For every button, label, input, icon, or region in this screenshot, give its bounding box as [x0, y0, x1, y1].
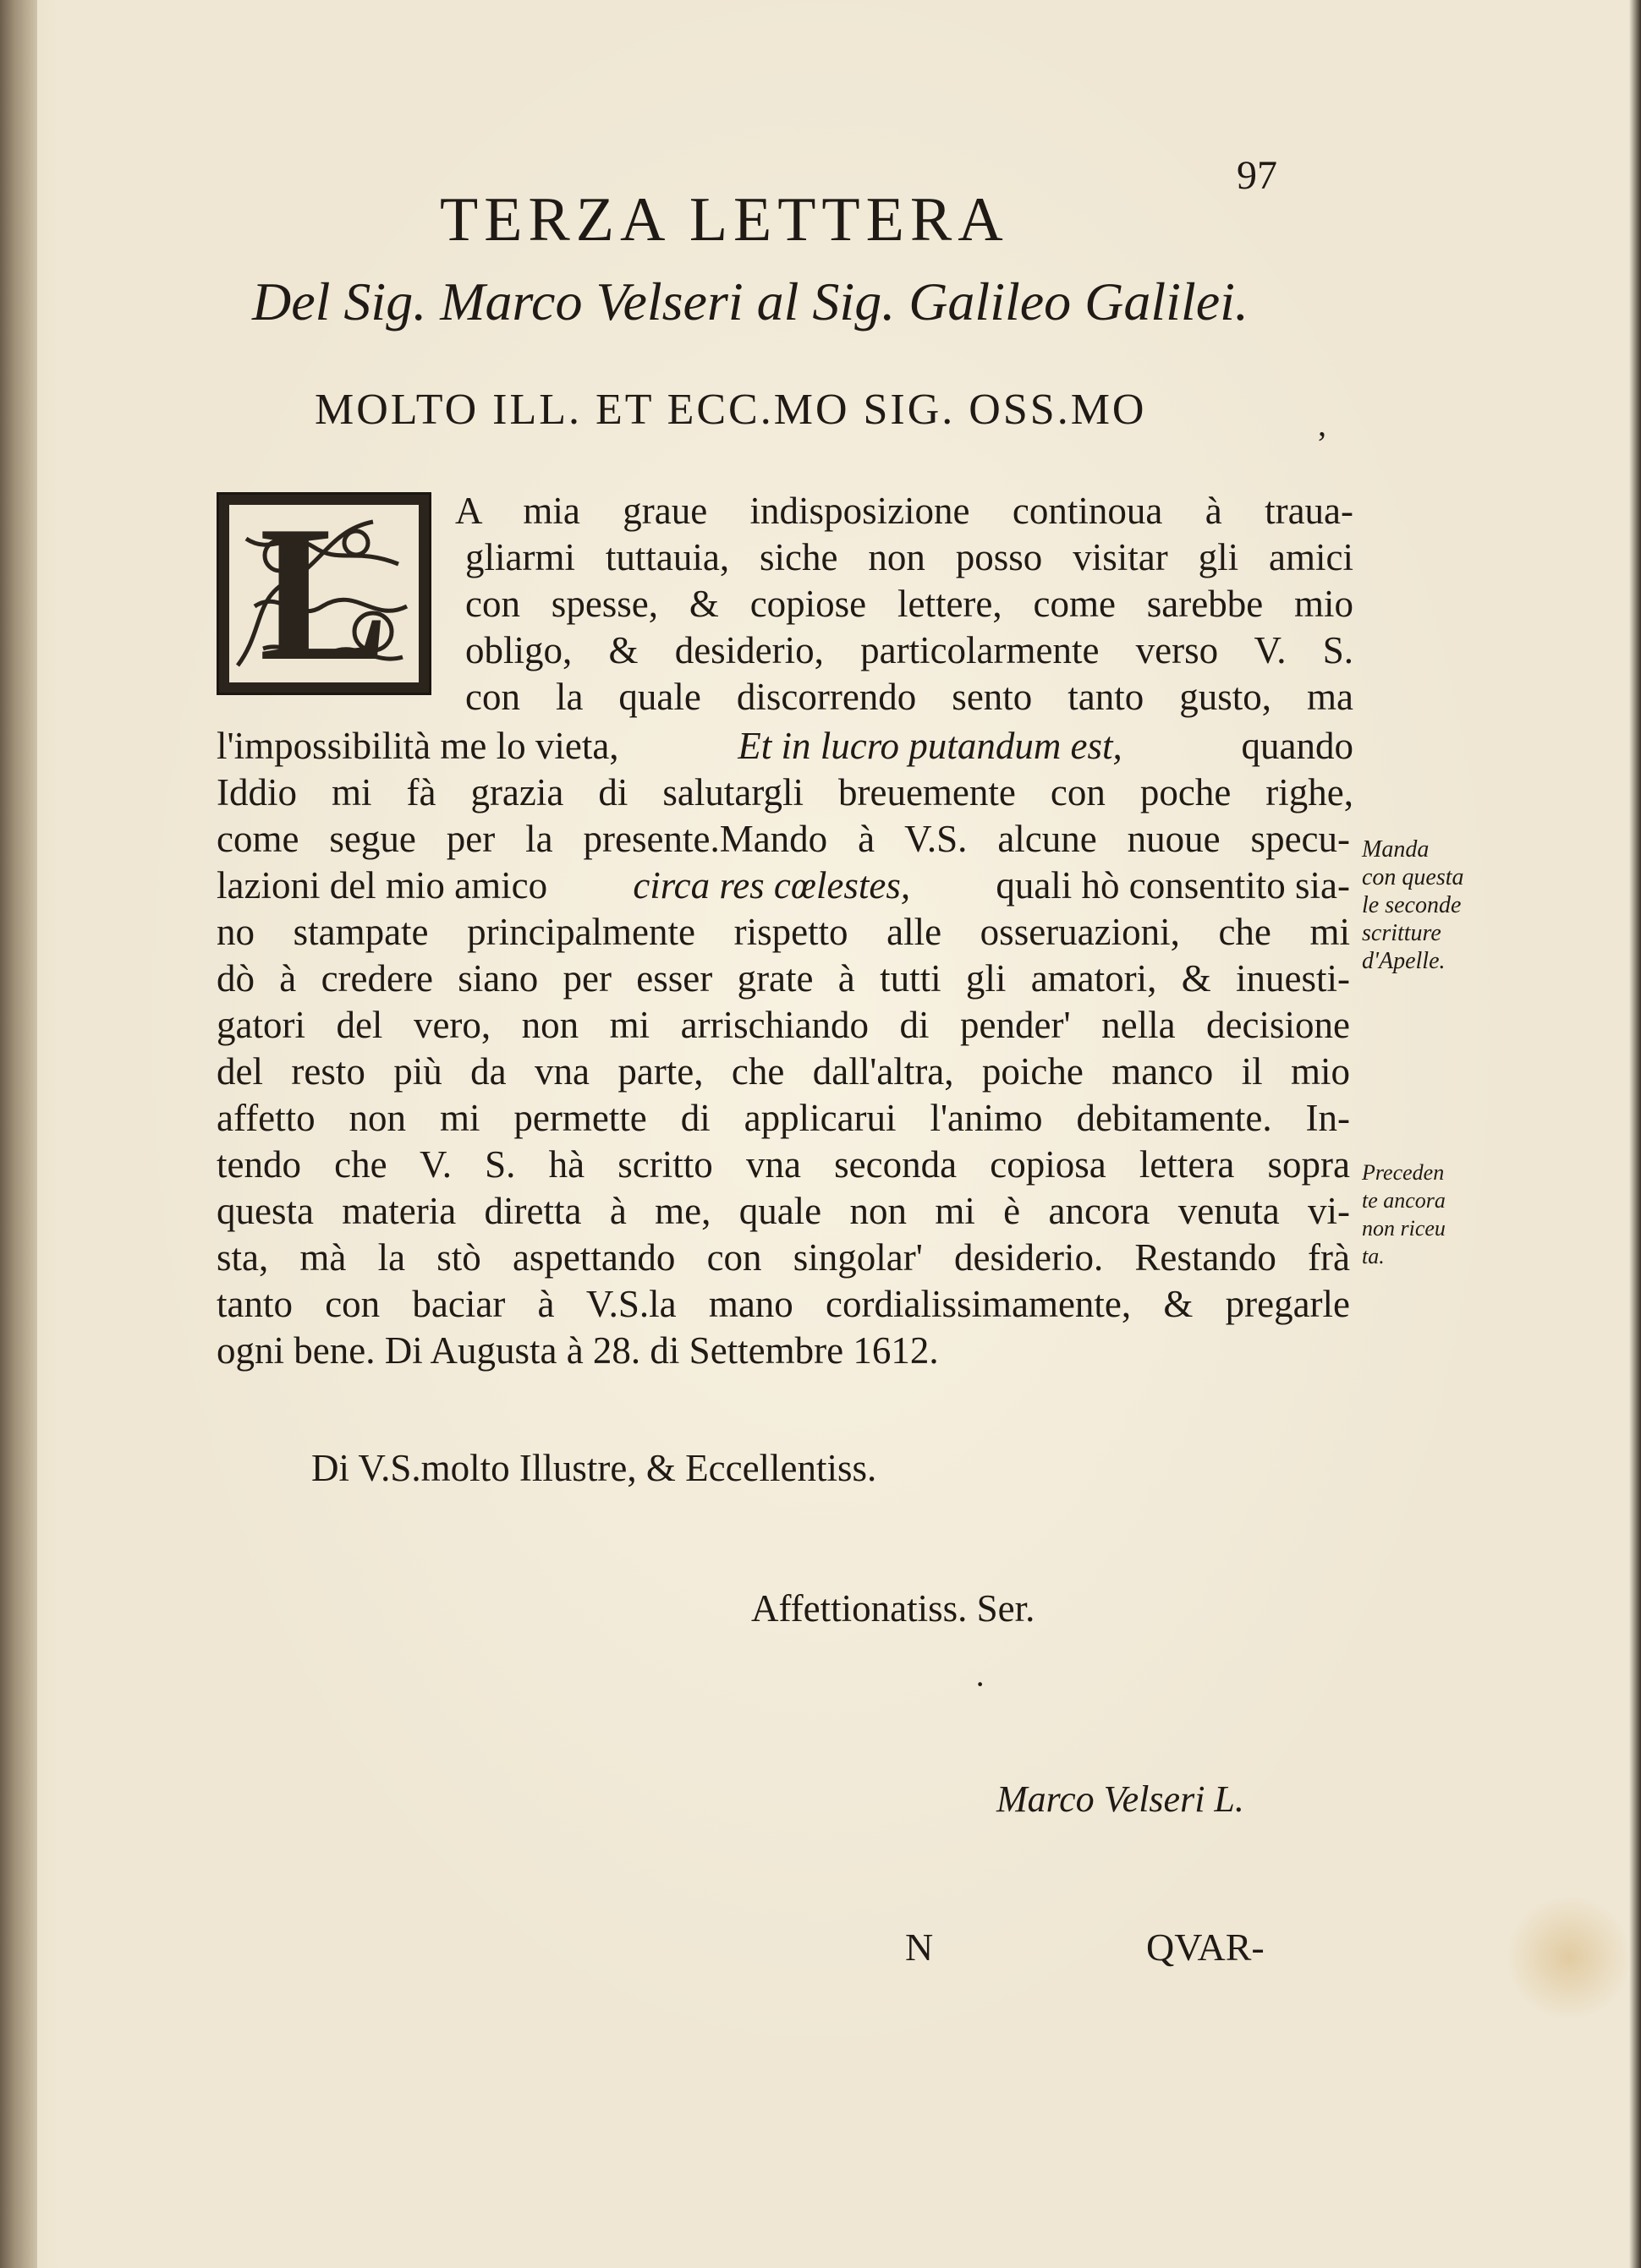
body-line-9c: quali hò consentito sia- [996, 864, 1350, 907]
margin-note-line: te ancora [1362, 1188, 1446, 1213]
stray-mark: , [1318, 405, 1326, 443]
margin-note-line: scritture [1362, 920, 1441, 946]
salutation: MOLTO ILL. ET ECC.MO SIG. OSS.MO [315, 386, 1147, 434]
margin-note-line: ta. [1362, 1244, 1385, 1268]
catchword: QVAR- [1146, 1926, 1265, 1969]
body-line-6-latin: Et in lucro putandum est, [738, 725, 1122, 767]
margin-note-line: d'Apelle. [1362, 948, 1446, 974]
body-line-1: A mia graue indisposizione continoua à traua- [455, 490, 1353, 532]
body-line-5: con la quale discorrendo sento tanto gusto, ma [465, 676, 1353, 718]
margin-note-manda [1362, 835, 1506, 975]
margin-note-preceden [1362, 1159, 1506, 1270]
body-line-12: gatori del vero, non mi arrischiando di pender' nella decisione [217, 1004, 1350, 1046]
body-line-9a: lazioni del mio amico [217, 864, 548, 907]
signature: Marco Velseri L. [996, 1778, 1244, 1820]
body-line-17: sta, mà la stò aspettando con singolar' desiderio. Restando frà [217, 1236, 1350, 1279]
body-line-14: affetto non mi permette di applicarui l'animo debitamente. In- [217, 1097, 1350, 1139]
body-line-19: ogni bene. Di Augusta à 28. di Settembre 1612. [217, 1329, 939, 1372]
body-line-7: Iddio mi fà grazia di salutargli breuemente con poche righe, [217, 771, 1353, 814]
body-line-3: con spesse, & copiose lettere, come sarebbe mio [465, 583, 1353, 625]
margin-note-line: Manda [1362, 836, 1430, 863]
body-line-18: tanto con baciar à V.S.la mano cordialissimamente, & pregarle [217, 1283, 1350, 1325]
body-line-10: no stampate principalmente rispetto alle osseruazioni, che mi [217, 911, 1350, 953]
body-line-11: dò à credere siano per esser grate à tutti gli amatori, & inuesti- [217, 957, 1350, 1000]
margin-note-line: Preceden [1362, 1160, 1445, 1185]
body-line-4: obligo, & desiderio, particolarmente verso V. S. [465, 629, 1353, 671]
body-line-9 [217, 864, 1350, 907]
body-line-6a: l'impossibilità me lo vieta, [217, 725, 619, 767]
initial-panel [229, 505, 419, 682]
body-line-6 [217, 727, 1353, 765]
letter-title: TERZA LETTERA [440, 185, 1009, 255]
paper-stain [1506, 1894, 1633, 2021]
body-line-8: come segue per la presente.Mando à V.S. alcune nuoue specu- [217, 818, 1350, 860]
initial-letter: L [259, 505, 389, 682]
stray-dot: · [974, 1665, 986, 1703]
body-line-16: questa materia diretta à me, quale non mi è ancora venuta vi- [217, 1190, 1350, 1232]
body-line-15: tendo che V. S. hà scritto vna seconda copiosa lettera sopra [217, 1143, 1350, 1186]
body-line-13: del resto più da vna parte, che dall'altra, poiche manco il mio [217, 1050, 1350, 1093]
closing-line: Di V.S.molto Illustre, & Eccellentiss. [311, 1447, 877, 1489]
margin-note-line: con questa [1362, 864, 1464, 890]
body-line-9-latin: circa res cœlestes, [633, 864, 911, 907]
page-number: 97 [1237, 153, 1277, 198]
signature-mark: N [905, 1926, 934, 1969]
body-line-6c: quando [1241, 725, 1353, 767]
closing-servant: Affettionatiss. Ser. [751, 1587, 1035, 1630]
decorated-initial [217, 492, 431, 695]
margin-note-line: le seconde [1362, 892, 1462, 918]
margin-note-line: non riceu [1362, 1216, 1446, 1241]
letter-subtitle: Del Sig. Marco Velseri al Sig. Galileo Galilei. [252, 271, 1249, 331]
page-edge-shadow [1629, 0, 1641, 2268]
binding-gutter [0, 0, 37, 2268]
body-line-2: gliarmi tuttauia, siche non posso visitar gli amici [465, 536, 1353, 578]
